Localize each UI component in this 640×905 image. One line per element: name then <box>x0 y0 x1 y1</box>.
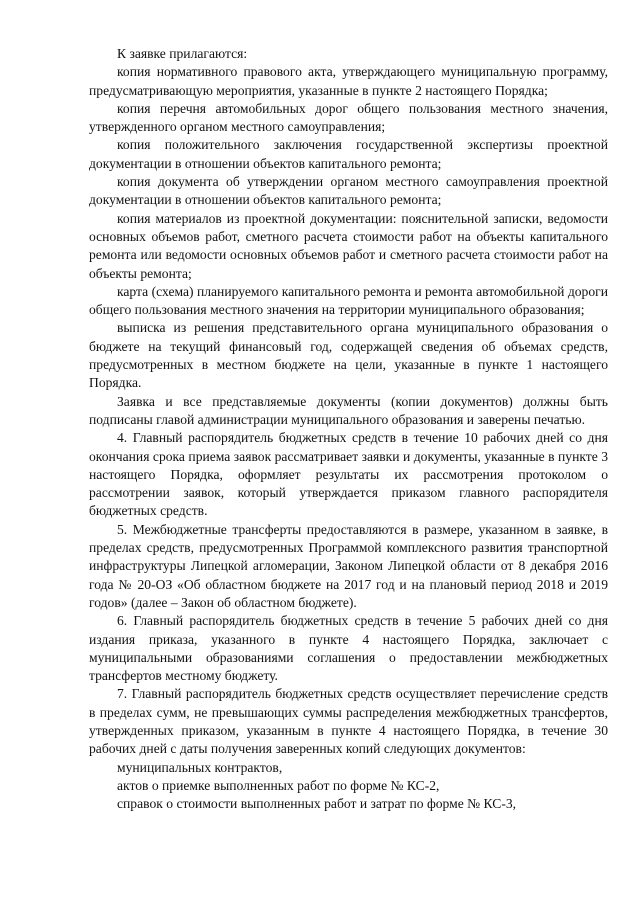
paragraph-item-4: 4. Главный распорядитель бюджетных средств в течение 10 рабочих дней со дня окончания срока приема заявок рассматривает заявки и документы, указанные в пункте 3 настоящего Порядка, оформляет результаты их рассмотрения протоколом о рассмотрении заявок, который утверждается приказом главного распорядителя бюджетных средств. <box>89 430 608 519</box>
list-item-ks2: актов о приемке выполненных работ по форме № КС-2, <box>117 777 440 793</box>
paragraph-item-6: 6. Главный распорядитель бюджетных средств в течение 5 рабочих дней со дня издания приказа, указанного в пункте 4 настоящего Порядка, заключает с муниципальными образованиями соглашения о предоставлении межбюджетных трансфертов местному бюджету. <box>89 613 608 684</box>
paragraph-budget-extract: выписка из решения представительного органа муниципального образования о бюджете на текущий финансовый год, содержащей сведения об объемах средств, предусмотренных в местном бюджете на цели, указанные в пункте 1 настоящего Порядка. <box>89 320 608 391</box>
paragraph-project-materials: копия материалов из проектной документации: пояснительной записки, ведомости основных объемов работ, сметного расчета стоимости работ на объекты капитального ремонта или ведомости основных объемов работ и сметного расчета стоимости работ на объекты ремонта; <box>89 210 608 281</box>
paragraph-item-7: 7. Главный распорядитель бюджетных средств осуществляет перечисление средств в пределах сумм, не превышающих суммы распределения межбюджетных трансфертов, утвержденных приказом, указанным в пункте 4 настоящего Порядка, в течение 30 рабочих дней с даты получения заверенных копий следующих документов: <box>89 686 608 757</box>
attachments-heading: К заявке прилагаются: <box>117 46 248 61</box>
paragraph-expertise: копия положительного заключения государственной экспертизы проектной документации в отношении объектов капитального ремонта; <box>89 137 608 171</box>
list-item-contracts: муниципальных контрактов, <box>117 759 283 775</box>
paragraph-signatures: Заявка и все представляемые документы (копии документов) должны быть подписаны главой администрации муниципального образования и заверены печатью. <box>89 393 608 427</box>
paragraph-item-5: 5. Межбюджетные трансферты предоставляются в размере, указанном в заявке, в пределах средств, предусмотренных Программой комплексного развития транспортной инфраструктуры Липецкой агломерации, Законом Липецкой области от 8 декабря 2016 года № 20-ОЗ «Об областном бюджете на 2017 год и на плановый период 2018 и 2019 годов» (далее – Закон об областном бюджете). <box>89 521 608 610</box>
paragraph-approval-doc: копия документа об утверждении органом местного самоуправления проектной документации в отношении объектов капитального ремонта; <box>89 174 608 208</box>
paragraph-map: карта (схема) планируемого капитального ремонта и ремонта автомобильной дороги общего пользования местного значения на территории муниципального образования; <box>89 283 608 318</box>
paragraph-roads-list: копия перечня автомобильных дорог общего пользования местного значения, утвержденного органом местного самоуправления; <box>89 100 608 135</box>
paragraph-program-copy: копия нормативного правового акта, утверждающего муниципальную программу, предусматривающую мероприятия, указанные в пункте 2 настоящего Порядка; <box>89 64 608 98</box>
list-item-ks3: справок о стоимости выполненных работ и затрат по форме № КС-3, <box>117 796 517 812</box>
